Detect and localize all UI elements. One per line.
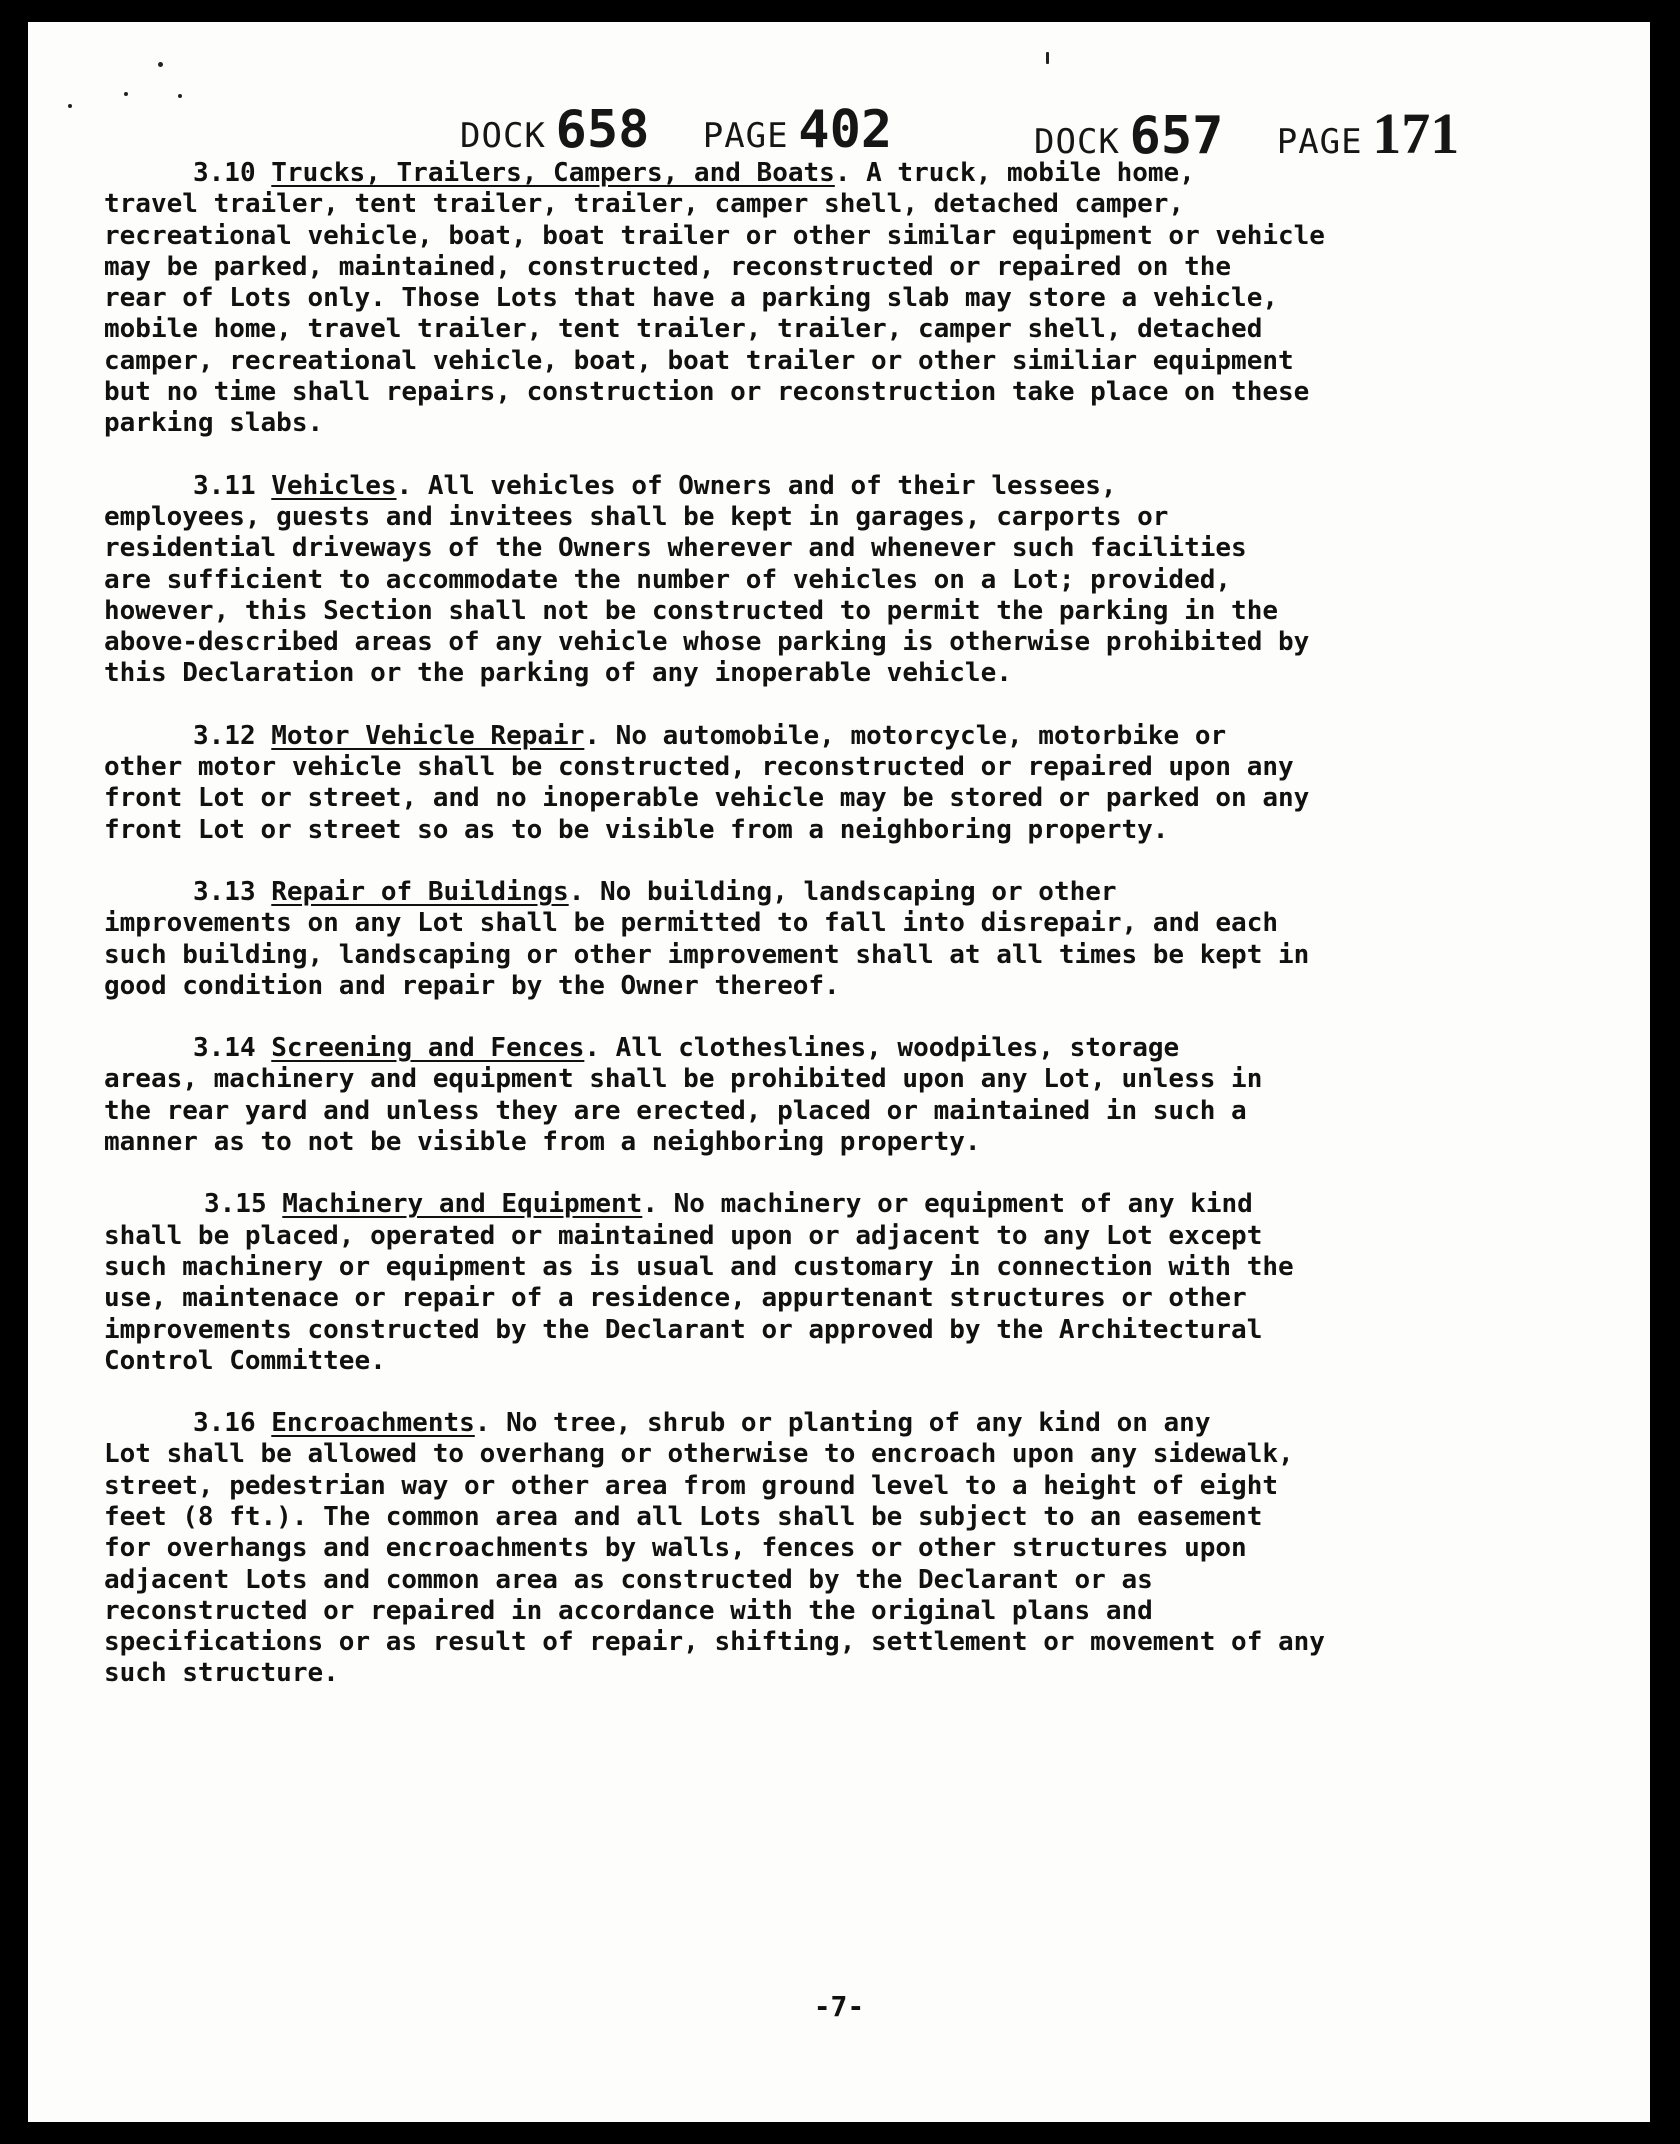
section-number: 3.13 <box>193 876 256 907</box>
section-3-13 <box>104 877 1424 1002</box>
book-page-stamp-right <box>1034 100 1459 167</box>
section-3-14 <box>104 1033 1424 1158</box>
section-number: 3.11 <box>193 470 256 501</box>
section-heading: Screening and Fences <box>271 1033 585 1064</box>
section-number: 3.14 <box>193 1033 256 1064</box>
book-label: DOCK <box>460 116 546 156</box>
section-number: 3.15 <box>204 1189 267 1220</box>
section-number: 3.16 <box>193 1408 256 1439</box>
section-heading: Machinery and Equipment <box>282 1189 643 1220</box>
book-number: 657 <box>1129 106 1224 166</box>
page-number-stamp: 171 <box>1372 101 1460 166</box>
document-body <box>104 158 1424 1721</box>
section-text: . No building, landscaping or other improvements on any Lot shall be permitted to fall into disrepair, and each such building, landscaping or other improvement shall at all times be kept in good condition and repair by the Owner thereof. <box>104 876 1310 1001</box>
page-label: PAGE <box>702 116 789 156</box>
scan-speck <box>124 92 128 96</box>
section-3-10 <box>104 158 1424 440</box>
section-text: . No machinery or equipment of any kind shall be placed, operated or maintained upon or adjacent to any Lot except such machinery or equipment as is usual and customary in connection with the use, maintenace or repair of a residence, appurtenant structures or other improvements constructed by the Declarant or approved by the Architectural Control Committee. <box>104 1189 1294 1376</box>
section-heading: Motor Vehicle Repair <box>271 720 585 751</box>
book-label: DOCK <box>1034 122 1120 162</box>
section-heading: Trucks, Trailers, Campers, and Boats <box>271 158 835 188</box>
book-number: 658 <box>555 100 650 160</box>
section-text: . All vehicles of Owners and of their lessees, employees, guests and invitees shall be kept in garages, carports or residential driveways of the Owners wherever and whenever such facilities are sufficient to accommodate the number of vehicles on a Lot; provided, however, this Section shall not be constructed to permit the parking in the above-described areas of any vehicle whose parking is otherwise prohibited by this Declaration or the parking of any inoperable vehicle. <box>104 470 1310 689</box>
section-text: . All clotheslines, woodpiles, storage areas, machinery and equipment shall be prohibited upon any Lot, unless in the rear yard and unless they are erected, placed or maintained in such a manner as to not be visible from a neighboring property. <box>104 1033 1263 1158</box>
section-text: . No automobile, motorcycle, motorbike or other motor vehicle shall be constructed, reconstructed or repaired upon any front Lot or street, and no inoperable vehicle may be stored or parked on any front Lot or street so as to be visible from a neighboring property. <box>104 720 1310 845</box>
scan-speck <box>1046 52 1049 64</box>
section-text: . A truck, mobile home, travel trailer, tent trailer, trailer, camper shell, detached camper, recreational vehicle, boat, boat trailer or other similar equipment or vehicle may be parked, maintained, constructed, reconstructed or repaired on the rear of Lots only. Those Lots that have a parking slab may store a vehicle, mobile home, travel trailer, tent trailer, trailer, camper shell, detached camper, recreational vehicle, boat, boat trailer or other similiar equipment but no time shall repairs, construction or reconstruction take place on these parking slabs. <box>104 158 1325 439</box>
book-page-stamp-left <box>460 100 892 160</box>
scan-speck <box>158 62 163 67</box>
section-number: 3.10 <box>193 158 256 188</box>
section-3-16 <box>104 1408 1424 1690</box>
document-page <box>28 22 1650 2122</box>
section-text: . No tree, shrub or planting of any kind on any Lot shall be allowed to overhang or otherwise to encroach upon any sidewalk, street, pedestrian way or other area from ground level to a height of eight feet (8 ft.). The common area and all Lots shall be subject to an easement for overhangs and encroachments by walls, fences or other structures upon adjacent Lots and common area as constructed by the Declarant or as reconstructed or repaired in accordance with the original plans and specifications or as result of repair, shifting, settlement or movement of any such structure. <box>104 1408 1325 1689</box>
section-3-12 <box>104 721 1424 846</box>
scan-speck <box>68 104 72 108</box>
page-label: PAGE <box>1276 122 1363 162</box>
section-heading: Vehicles <box>271 470 397 501</box>
page-number-stamp: 402 <box>798 100 893 160</box>
page-footer-number: -7- <box>813 1990 865 2023</box>
section-number: 3.12 <box>193 720 256 751</box>
section-3-11 <box>104 471 1424 690</box>
section-3-15 <box>104 1189 1424 1377</box>
scan-speck <box>178 94 182 98</box>
section-heading: Encroachments <box>271 1408 475 1439</box>
section-heading: Repair of Buildings <box>271 876 569 907</box>
